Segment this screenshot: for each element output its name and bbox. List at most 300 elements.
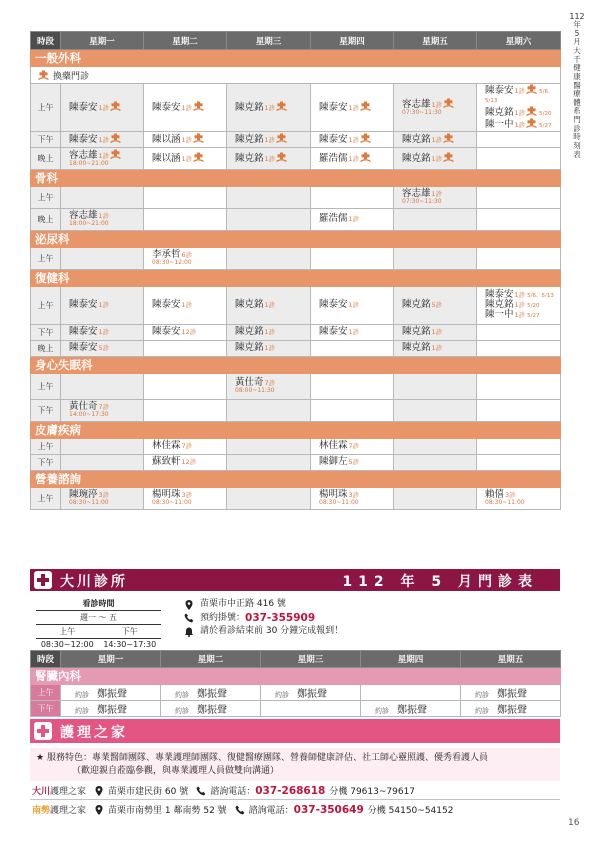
location-pin-icon	[184, 600, 194, 610]
schedule-cell	[394, 131, 477, 147]
schedule-cell	[227, 84, 311, 132]
doctor-line	[402, 343, 476, 353]
branch-dachuan	[32, 784, 415, 797]
time-slot: 晚上	[31, 147, 61, 169]
schedule-cell	[227, 373, 311, 399]
col-day-header: 星期三	[261, 651, 361, 668]
branch1-suffix: 護理之家	[50, 787, 87, 797]
doctor-name: 鄭振聲	[97, 705, 127, 716]
schedule-row	[31, 373, 561, 399]
schedule-cell	[477, 147, 561, 169]
doctor-name: 鄭振聲	[197, 705, 227, 716]
room-number: 1診	[514, 311, 526, 320]
schedule-cell	[361, 701, 461, 717]
doctor-name: 陳克銘	[235, 102, 264, 114]
clinic-contact	[184, 598, 343, 639]
dressing-clinic-icon	[110, 101, 121, 111]
schedule-cell	[477, 340, 561, 356]
doctor-entry	[152, 490, 226, 507]
schedule-row	[31, 685, 561, 701]
schedule-cell	[477, 186, 561, 208]
doctor-name: 陳以涵	[152, 152, 181, 164]
doctor-name: 蘇致軒	[152, 455, 181, 467]
doctor-entry	[235, 327, 310, 337]
doctor-line	[69, 101, 143, 113]
schedule-cell	[394, 373, 477, 399]
schedule-cell	[144, 84, 227, 132]
side-char: 門	[573, 115, 581, 125]
doctor-entry	[319, 457, 393, 467]
doctor-entry	[69, 327, 143, 337]
room-number: 1診	[431, 135, 443, 144]
time-slot: 上午	[31, 286, 61, 324]
schedule-row	[31, 286, 561, 324]
schedule-cell	[311, 399, 394, 421]
reserve-label: 預約掛號：	[200, 612, 246, 623]
nursing-services	[30, 748, 560, 781]
schedule-cell	[61, 186, 144, 208]
date-note: 5/27	[539, 123, 552, 130]
doctor-line	[152, 457, 226, 467]
schedule-cell	[161, 701, 261, 717]
time-range: 18:00~21:00	[69, 160, 109, 168]
doctor-line	[235, 343, 310, 353]
doctor-entry	[402, 189, 476, 206]
schedule-cell	[161, 685, 261, 701]
schedule-cell	[477, 286, 561, 324]
doctor-line	[402, 300, 476, 310]
doctor-line	[319, 152, 393, 164]
kidney-table	[30, 650, 561, 717]
doctor-entry	[485, 490, 560, 507]
nursing-banner	[30, 719, 560, 743]
schedule-cell	[144, 147, 227, 169]
schedule-cell	[477, 208, 561, 230]
doctor-name: 陳克銘	[235, 298, 264, 310]
room-number: 5診	[431, 300, 443, 309]
doctor-line	[152, 133, 226, 145]
booking-label: 約診	[75, 691, 89, 699]
hours-am-label: 上午	[59, 627, 76, 636]
doctor-entry	[485, 118, 560, 130]
schedule-cell	[261, 701, 361, 717]
room-number: 1診	[514, 290, 526, 299]
schedule-cell	[311, 487, 394, 509]
clinic-name: 大川診所	[60, 574, 128, 590]
dressing-clinic-icon	[443, 152, 454, 162]
doctor-name: 陳泰安	[69, 325, 98, 337]
schedule-row	[31, 131, 561, 147]
room-number: 1診	[98, 211, 110, 220]
schedule-cell	[144, 340, 227, 356]
col-day-header: 星期六	[477, 32, 561, 50]
branch2-suffix: 護理之家	[50, 806, 87, 816]
doctor-name: 林佳霖	[319, 439, 348, 451]
doctor-name: 陳泰安	[152, 325, 181, 337]
schedule-cell	[311, 324, 394, 340]
dressing-clinic-icon	[276, 152, 287, 162]
doctor-name: 陳克銘	[235, 341, 264, 353]
schedule-cell	[61, 340, 144, 356]
date-note: 5/27	[527, 313, 540, 320]
booking-label: 約診	[175, 691, 189, 699]
doctor-line	[235, 300, 310, 310]
schedule-row	[31, 84, 561, 132]
doctor-name: 陳以涵	[152, 133, 181, 145]
doctor-name: 鄭振聲	[297, 689, 327, 700]
doctor-entry	[319, 441, 393, 451]
doctor-entry	[152, 457, 226, 467]
doctor-line	[319, 457, 393, 467]
branch1-phone[interactable]: 037-268618	[255, 784, 326, 797]
doctor-entry	[69, 133, 143, 145]
nursing-logo-icon	[34, 722, 52, 740]
schedule-cell	[227, 186, 311, 208]
doctor-entry	[152, 101, 226, 113]
room-number: 6診	[181, 250, 193, 259]
schedule-cell	[144, 208, 227, 230]
side-char: 健	[573, 63, 581, 73]
phone-icon	[235, 805, 245, 815]
room-number: 1診	[348, 104, 360, 113]
time-range: 08:30~11:00	[152, 499, 192, 507]
schedule-cell	[61, 131, 144, 147]
doctor-name: 鄭振聲	[397, 705, 427, 716]
doctor-entry	[319, 214, 393, 224]
schedule-cell	[61, 685, 161, 701]
doctor-name: 陳克銘	[235, 152, 264, 164]
room-number: 1診	[264, 327, 276, 336]
room-number: 3診	[505, 490, 516, 499]
doctor-name: 陳克銘	[402, 298, 431, 310]
dressing-clinic-icon	[360, 133, 371, 143]
doctor-entry	[69, 149, 143, 168]
checkin-notice: 請於看診結束前 30 分鐘完成報到！	[200, 626, 344, 636]
schedule-cell	[461, 701, 561, 717]
doctor-line	[235, 101, 310, 113]
dressing-clinic-icon	[193, 133, 204, 143]
schedule-row	[31, 487, 561, 509]
doctor-name: 鄭振聲	[497, 705, 527, 716]
time-slot: 上午	[31, 84, 61, 132]
room-number: 3診	[181, 490, 193, 499]
dressing-clinic-icon	[526, 84, 537, 94]
time-slot: 上午	[31, 373, 61, 399]
time-slot: 上午	[31, 438, 61, 454]
doctor-line	[152, 300, 226, 310]
doctor-name: 陳御左	[319, 455, 348, 467]
room-number: 1診	[348, 327, 360, 336]
booking-label: 約診	[175, 707, 189, 715]
room-number: 1診	[431, 154, 443, 163]
booking-label: 約診	[75, 707, 89, 715]
reserve-phone[interactable]: 037-355909	[245, 611, 316, 624]
doctor-entry	[235, 378, 310, 395]
room-number: 7診	[98, 402, 110, 411]
schedule-cell	[394, 324, 477, 340]
doctor-entry	[69, 211, 143, 228]
time-range: 08:30~12:00	[152, 259, 192, 267]
phone-icon	[184, 613, 194, 623]
booking-label: 約診	[475, 707, 489, 715]
time-range: 08:30~11:00	[69, 499, 109, 507]
schedule-cell	[394, 286, 477, 324]
schedule-cell	[394, 247, 477, 269]
booking-label: 約診	[475, 691, 489, 699]
room-number: 1診	[514, 121, 526, 130]
clinic-title: 112 年 5 月門診表	[342, 574, 538, 590]
room-number: 1診	[98, 327, 110, 336]
dept-row	[31, 356, 561, 373]
sub-row	[31, 67, 561, 84]
schedule-cell	[461, 685, 561, 701]
schedule-cell	[61, 208, 144, 230]
doctor-line	[152, 152, 226, 164]
schedule-row	[31, 208, 561, 230]
nursing-title: 護理之家	[60, 725, 128, 741]
col-day-header: 星期一	[61, 32, 144, 50]
col-day-header: 星期五	[461, 651, 561, 668]
doctor-name: 陳泰安	[319, 133, 348, 145]
dressing-clinic-icon	[526, 118, 537, 128]
doctor-entry	[485, 106, 560, 118]
doctor-entry	[402, 343, 476, 353]
side-char: 醫	[573, 80, 581, 90]
schedule-cell	[144, 247, 227, 269]
doctor-name: 陳泰安	[319, 102, 348, 114]
schedule-cell	[394, 208, 477, 230]
divider	[30, 799, 560, 800]
doctor-line	[485, 118, 560, 130]
doctor-name: 鄭振聲	[97, 689, 127, 700]
branch2-name: 南勢	[32, 806, 51, 816]
doctor-line	[152, 327, 226, 337]
schedule-cell	[61, 454, 144, 470]
doctor-name: 陳泰安	[485, 85, 514, 96]
doctor-name: 陳泰安	[69, 298, 98, 310]
date-note: 5/6、5/13	[485, 89, 554, 105]
dressing-clinic-icon	[110, 149, 121, 159]
side-title	[566, 12, 588, 159]
schedule-cell	[227, 399, 311, 421]
branch2-phone-label: 諮詢電話：	[248, 806, 294, 816]
schedule-cell	[144, 324, 227, 340]
room-number: 1診	[264, 135, 276, 144]
schedule-cell	[227, 438, 311, 454]
dressing-clinic-icon	[360, 152, 371, 162]
schedule-cell	[144, 487, 227, 509]
dressing-clinic-icon	[193, 152, 204, 162]
time-range: 07:30~11:30	[402, 109, 442, 117]
side-char: 千	[573, 54, 581, 64]
hours-am: 08:30~12:00	[40, 640, 94, 649]
doctor-entry	[235, 152, 310, 164]
time-slot: 晚上	[31, 208, 61, 230]
dept-row	[31, 269, 561, 286]
schedule-cell	[144, 286, 227, 324]
doctor-name: 鄭振聲	[497, 689, 527, 700]
hours-pm-label: 下午	[121, 627, 138, 636]
schedule-cell	[227, 131, 311, 147]
room-number: 1診	[264, 343, 276, 352]
doctor-entry	[69, 300, 143, 310]
schedule-cell	[144, 454, 227, 470]
schedule-cell	[394, 399, 477, 421]
schedule-cell	[394, 147, 477, 169]
doctor-name: 陳克銘	[402, 152, 431, 164]
room-number: 1診	[264, 300, 276, 309]
schedule-cell	[477, 131, 561, 147]
schedule-cell	[227, 324, 311, 340]
schedule-cell	[311, 208, 394, 230]
time-range: 08:30~11:00	[319, 499, 359, 507]
room-number: 1診	[181, 135, 193, 144]
schedule-cell	[394, 340, 477, 356]
doctor-name: 羅浩儒	[319, 212, 348, 224]
hours-days: 週一 ～ 五	[36, 611, 161, 625]
schedule-cell	[477, 84, 561, 132]
doctor-name: 容志雄	[69, 149, 98, 161]
schedule-cell	[227, 147, 311, 169]
doctor-entry	[402, 300, 476, 310]
room-number: 3診	[348, 490, 360, 499]
doctor-name: 陳克銘	[402, 341, 431, 353]
doctor-name: 陳一中	[485, 309, 514, 321]
doctor-line	[485, 106, 560, 118]
schedule-cell	[361, 685, 461, 701]
doctor-line	[402, 152, 476, 164]
doctor-name: 陳克銘	[485, 298, 514, 310]
booking-label: 約診	[275, 691, 289, 699]
room-number: 1診	[514, 300, 526, 309]
hours-header: 看診時間	[36, 598, 161, 611]
doctor-entry	[402, 98, 476, 117]
doctor-entry	[402, 133, 476, 145]
dept-name: 身心失眠科	[31, 356, 561, 373]
room-number: 1診	[431, 189, 443, 198]
dressing-clinic-icon	[443, 133, 454, 143]
doctor-name: 陳泰安	[485, 288, 514, 300]
schedule-cell	[394, 84, 477, 132]
doctor-line	[485, 310, 560, 320]
doctor-line	[319, 133, 393, 145]
schedule-row	[31, 340, 561, 356]
time-range: 08:30~11:00	[485, 499, 525, 507]
schedule-cell	[227, 454, 311, 470]
schedule-cell	[394, 438, 477, 454]
dressing-clinic-icon	[443, 98, 454, 108]
room-number: 1診	[264, 154, 276, 163]
doctor-name: 容志雄	[402, 98, 431, 110]
room-number: 7診	[181, 441, 193, 450]
branch1-address: 苗栗市建民街 60 號	[108, 787, 189, 797]
schedule-cell	[144, 438, 227, 454]
side-char: 體	[573, 97, 581, 107]
schedule-cell	[311, 131, 394, 147]
doctor-name: 陳泰安	[69, 102, 98, 114]
room-number: 1診	[431, 327, 443, 336]
schedule-cell	[227, 340, 311, 356]
branch2-phone[interactable]: 037-350649	[293, 803, 364, 816]
doctor-name: 陳泰安	[319, 325, 348, 337]
schedule-cell	[61, 399, 144, 421]
room-number: 1診	[98, 151, 110, 160]
schedule-cell	[477, 373, 561, 399]
schedule-cell	[61, 247, 144, 269]
doctor-line	[69, 133, 143, 145]
doctor-name: 陳克銘	[402, 133, 431, 145]
dept-row	[31, 668, 561, 685]
schedule-cell	[311, 84, 394, 132]
schedule-row	[31, 438, 561, 454]
schedule-row	[31, 399, 561, 421]
schedule-cell	[394, 487, 477, 509]
schedule-cell	[61, 438, 144, 454]
time-slot: 上午	[31, 487, 61, 509]
schedule-cell	[227, 208, 311, 230]
doctor-entry	[152, 152, 226, 164]
doctor-entry	[235, 101, 310, 113]
schedule-cell	[61, 147, 144, 169]
dressing-clinic-icon	[110, 133, 121, 143]
doctor-entry	[402, 152, 476, 164]
schedule-cell	[61, 84, 144, 132]
dept-row	[31, 230, 561, 247]
dept-name: 泌尿科	[31, 230, 561, 247]
dressing-clinic-icon	[276, 101, 287, 111]
room-number: 12診	[181, 457, 197, 466]
doctor-entry	[485, 84, 560, 106]
col-slot-header: 時段	[31, 32, 61, 50]
doctor-entry	[69, 490, 143, 507]
doctor-line	[69, 327, 143, 337]
schedule-row	[31, 454, 561, 470]
doctor-line	[152, 441, 226, 451]
time-slot: 晚上	[31, 340, 61, 356]
doctor-line	[402, 133, 476, 145]
doctor-entry	[485, 310, 560, 320]
doctor-name: 陳泰安	[152, 102, 181, 114]
side-char: 大	[573, 46, 581, 56]
doctor-name: 賴僖	[485, 488, 505, 500]
doctor-line	[69, 343, 143, 353]
col-day-header: 星期一	[61, 651, 161, 668]
dept-row	[31, 421, 561, 438]
dept-name: 腎臟內科	[31, 668, 561, 685]
schedule-row	[31, 701, 561, 717]
side-char: 年	[573, 20, 581, 30]
dressing-clinic-icon	[276, 133, 287, 143]
col-day-header: 星期五	[394, 32, 477, 50]
services-note: （歡迎親自蒞臨參觀，與專業護理人員做雙向溝通）	[72, 765, 280, 776]
room-number: 3診	[98, 490, 110, 499]
dept-row	[31, 169, 561, 186]
doctor-line	[319, 101, 393, 113]
schedule-cell	[311, 373, 394, 399]
doctor-entry	[402, 327, 476, 337]
clinic-banner	[30, 569, 560, 591]
schedule-cell	[61, 701, 161, 717]
room-number: 12診	[181, 327, 197, 336]
doctor-name: 陳克銘	[235, 133, 264, 145]
schedule-cell	[227, 247, 311, 269]
room-number: 1診	[264, 104, 276, 113]
booking-label: 約診	[375, 707, 389, 715]
schedule-cell	[144, 131, 227, 147]
branch1-name: 大川	[32, 787, 51, 797]
doctor-entry	[319, 327, 393, 337]
doctor-name: 陳泰安	[69, 133, 98, 145]
